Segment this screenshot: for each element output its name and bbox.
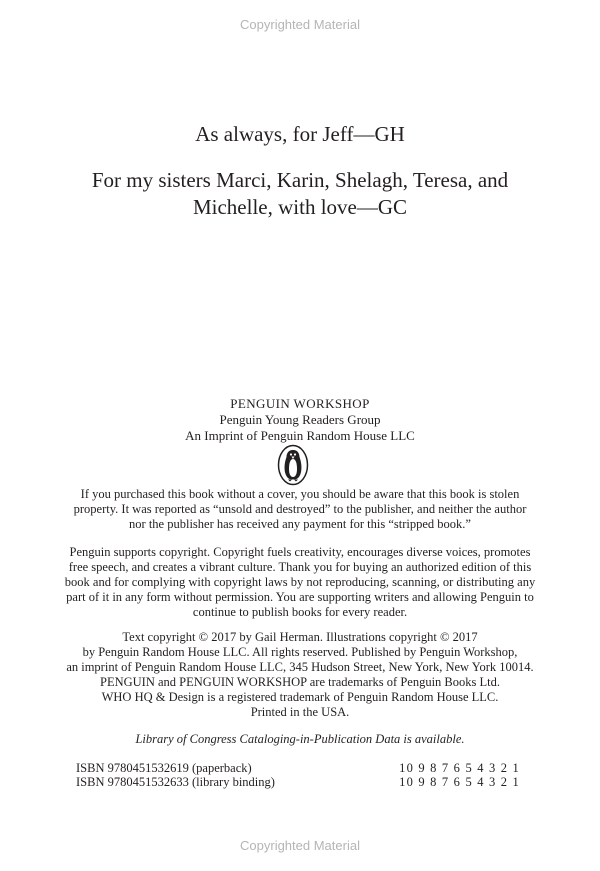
printing-line: 10 9 8 7 6 5 4 3 2 1 xyxy=(399,761,520,775)
copyright-info xyxy=(60,630,540,720)
notice-line: Penguin supports copyright. Copyright fuels creativity, encourages diverse voices, promotes xyxy=(69,545,531,559)
notice-line: nor the publisher has received any payment for this “stripped book.” xyxy=(129,517,471,531)
publisher-block xyxy=(0,396,600,444)
notice-line: continue to publish books for every reader. xyxy=(192,605,408,619)
copyright-line: PENGUIN and PENGUIN WORKSHOP are trademarks of Penguin Books Ltd. xyxy=(100,675,500,689)
watermark-bottom: Copyrighted Material xyxy=(240,838,360,853)
copyright-line: Text copyright © 2017 by Gail Herman. Illustrations copyright © 2017 xyxy=(122,630,478,644)
publisher-group: Penguin Young Readers Group xyxy=(219,412,381,427)
printing-line: 10 9 8 7 6 5 4 3 2 1 xyxy=(399,775,520,789)
copyright-line: Printed in the USA. xyxy=(250,705,350,719)
notice-line: property. It was reported as “unsold and destroyed” to the publisher, and neither the author xyxy=(73,502,527,516)
dedication-line: As always, for Jeff—GH xyxy=(195,122,405,146)
publisher-imprint: An Imprint of Penguin Random House LLC xyxy=(185,428,415,443)
notice-line: part of it in any form without permission. You are supporting writers and allowing Penguin to xyxy=(66,590,534,604)
copyright-line: WHO HQ & Design is a registered trademark of Penguin Random House LLC. xyxy=(101,690,499,704)
dedication-1 xyxy=(0,121,600,148)
notice-line: free speech, and creates a vibrant culture. Thank you for buying an authorized edition of this xyxy=(68,560,532,574)
library-of-congress-note: Library of Congress Cataloging-in-Publication Data is available. xyxy=(135,732,465,746)
publisher-name: PENGUIN WORKSHOP xyxy=(230,396,370,411)
isbn-text: ISBN 9780451532619 (paperback) xyxy=(76,761,252,775)
notice-line: book and for complying with copyright laws by not reproducing, scanning, or distributing any xyxy=(64,575,536,589)
penguin-logo-icon xyxy=(277,444,309,486)
watermark-top: Copyrighted Material xyxy=(240,17,360,32)
copyright-support-notice xyxy=(60,545,540,620)
dedication-line: Michelle, with love—GC xyxy=(192,195,408,219)
dedication-2 xyxy=(0,167,600,221)
isbn-text: ISBN 9780451532633 (library binding) xyxy=(76,775,275,789)
copyright-line: an imprint of Penguin Random House LLC, 345 Hudson Street, New York, New York 10014. xyxy=(66,660,534,674)
copyright-line: by Penguin Random House LLC. All rights reserved. Published by Penguin Workshop, xyxy=(82,645,518,659)
dedication-line: For my sisters Marci, Karin, Shelagh, Teresa, and xyxy=(91,168,509,192)
notice-line: If you purchased this book without a cover, you should be aware that this book is stolen xyxy=(80,487,520,501)
stripped-book-notice xyxy=(60,487,540,532)
